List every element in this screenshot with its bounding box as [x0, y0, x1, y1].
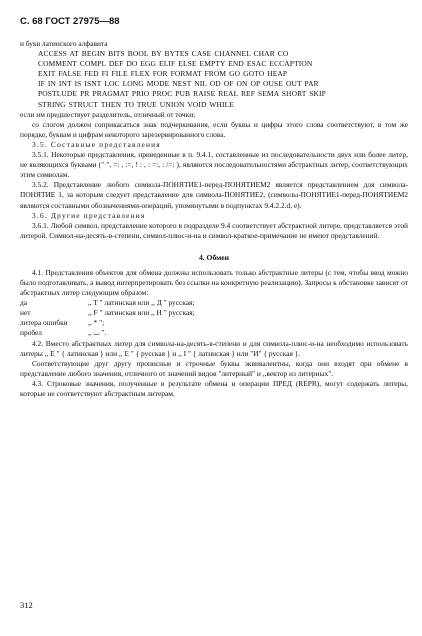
keyword-line: POSTLUDE PR PRAGMAT PRIO PROC PUB RAISE REAL REF SEMA SHORT SKIP	[38, 89, 326, 99]
section-title: 4. Обмен	[198, 252, 230, 262]
mapping-table	[20, 298, 195, 338]
intro-line: и букв латинского алфавита	[20, 39, 108, 48]
paragraph: 3.5.2. Представление любого символа-ПОНЯТИЕ1-перед-ПОНЯТИЕМ2 является представлением для символа-ПОНЯТИЕ 1, за которым следует представление для символа-ПОНЯТИЕ2, (символы-ПОНЯТИЕ1-перед-ПОНЯТИЕМ2 являются составными обозначениями-операций, упомянутыми в подпунктах 9.4.2.2.d, e).	[20, 180, 408, 210]
table-cell-key: нет	[20, 308, 31, 318]
table-cell-value: ,, T " латинская или ,, Д " русская;	[88, 298, 195, 308]
table-row	[20, 328, 195, 338]
paragraph: со слогом должен соприкасаться знак подчеркивания, если буквы и цифры этого слова соответствуют, в том же порядке, буквам и цифрам некоторого зарезервированного слова.	[20, 119, 408, 139]
table-cell-value: ,, F " латинская или ,, Н " русская;	[88, 308, 195, 318]
keyword-line: EXIT FALSE FED FI FILE FLEX FOR FORMAT FROM GO GOTO HEAP	[38, 69, 288, 79]
section-heading	[20, 140, 408, 150]
section-heading	[20, 211, 408, 221]
keyword-line: COMMENT COMPL DEF DO EGG ELIF ELSE EMPTY END ESAC ECCAPTION	[38, 59, 313, 69]
page-header: С. 68 ГОСТ 27975—88	[20, 16, 120, 27]
section-title: 3.6. Другие представления	[32, 210, 146, 220]
table-row	[20, 298, 195, 308]
table-cell-key: литера ошибки	[20, 318, 68, 328]
table-cell-key: пробел	[20, 328, 42, 338]
paragraph: 4.3. Строковые значения, полученные в результате обмена и операции ПРЕД (REPR), могут содержать литеры, которые не соответствуют абстрактным литерам.	[20, 378, 408, 398]
table-cell-value: ,, ⌴ ".	[88, 328, 107, 338]
keyword-line: IF IN INT IS ISNT LOC LONG MODE NEST NIL OD OF ON OP OUSE OUT PAR	[38, 79, 319, 89]
page-number: 312	[20, 600, 33, 610]
table-cell-key: да	[20, 298, 28, 308]
paragraph: 4.2. Вместо абстрактных литер для символа-на-десять-в-степени и для символа-плюс-и-на необходимо использовать литеры ,, E " { латинская } или ,, E " { русская } и ,, I " { латинская } или "И" { русская }.	[20, 338, 408, 358]
paragraph: 4.1. Представления объектов для обмена должны использовать только абстрактные литеры (с тем, чтобы ввод можно было подготавливать, а вывод интерпретировать без ссылки на конкретную реализацию). Запросы к обстановке зависят от абстрактных литер следующим образом:	[20, 267, 408, 298]
table-cell-value: ,, * ";	[88, 318, 105, 328]
section-title: 3.5. Составные представления	[32, 139, 161, 149]
table-row	[20, 308, 195, 318]
paragraph: Соответствующие друг другу прописные и строчные буквы эквивалентны, когда они входят при обмене в представление любого значения, отличного от значений видов "литерный" и ,,вектор из литерных".	[20, 358, 408, 378]
document-page	[20, 8, 408, 399]
paragraph: 3.5.1. Некоторые представления, приведенные в п. 9.4.1, составленные из последовательности двух или более литер, не являющихся буквами (" ", =: , :=, ! : , : =:, : /=: ), являются последовательностями абстрактных литер, соответствующих этим символам.	[20, 150, 408, 180]
table-row	[20, 318, 195, 328]
keyword-line: ACCESS AT BEGIN BITS BOOL BY BYTES CASE CHANNEL CHAR CO	[38, 49, 289, 59]
keyword-line: STRING STRUCT THEN TO TRUE UNION VOID WHILE	[38, 99, 234, 109]
paragraph: 3.6.1. Любой символ, представление которого в подразделе 9.4 соответствует абстрактной литере, представляется этой литерой. Символ-на-десять-в-степени, символ-плюс-и-на и символ-краткое-примечание не имеют представлений.	[20, 220, 408, 240]
paragraph: если им предшествует разделитель, отличный от точки;	[20, 109, 196, 119]
keyword-block	[20, 49, 408, 110]
